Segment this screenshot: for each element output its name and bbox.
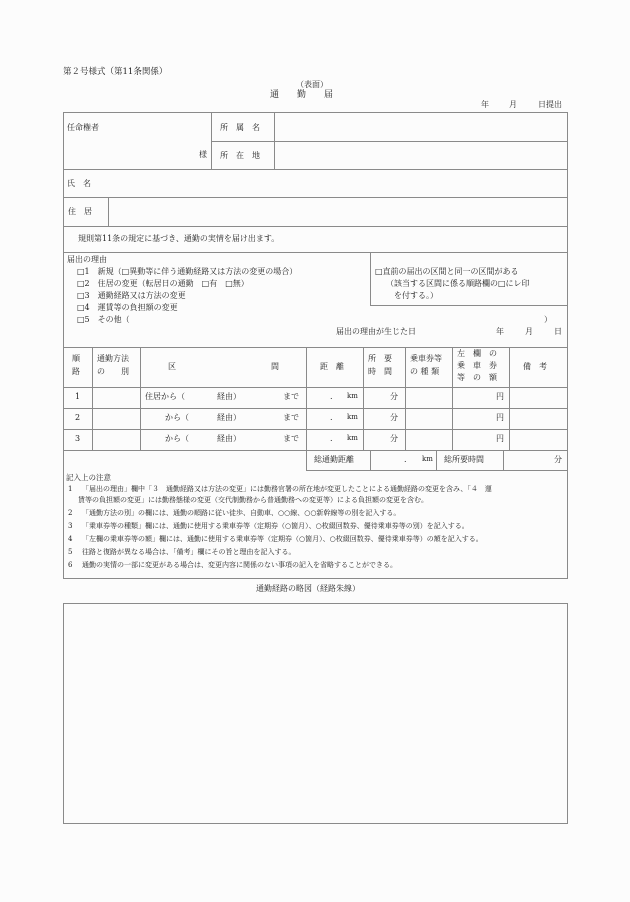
same-section-note-1: （該当する区間に係る順路欄の□にレ印 <box>386 279 530 288</box>
residence-label: 住 居 <box>68 207 92 216</box>
notes-title: 記入上の注意 <box>66 473 111 482</box>
submit-year-label: 年 <box>481 100 489 109</box>
route-row-distance-unit: km <box>347 434 358 442</box>
route-row-time-input[interactable] <box>365 409 387 428</box>
note-text: 「左欄の乗車券等の額」欄には、通勤に使用する乗車券等（定期券（○箇月）、○枚綴回数券、優待乗車券等）の額を記入する。 <box>82 535 483 543</box>
route-row-to-input[interactable] <box>245 409 279 428</box>
route-row-ticket-amount-input[interactable] <box>454 409 494 428</box>
route-row-time-input[interactable] <box>365 430 387 449</box>
header-order-1: 順 <box>72 354 80 363</box>
total-distance-unit: km <box>422 455 433 463</box>
name-label: 氏 名 <box>67 179 91 188</box>
note-text: 「届出の理由」欄中「３ 通勤経路又は方法の変更」には勤務官署の所在地が変更したことによる通勤経路の変更を含み、「４ 運 <box>82 485 492 493</box>
honorific-label: 様 <box>199 150 207 159</box>
reason-date-month: 月 <box>525 327 533 336</box>
header-ticket-amount-1: 左 欄 の <box>457 349 497 358</box>
note-number: 6 <box>68 561 73 569</box>
route-row-from-input[interactable] <box>178 388 214 407</box>
page-title: 通 勤 届 <box>270 90 334 100</box>
note-number: 5 <box>68 548 73 556</box>
appointer-label: 任命権者 <box>67 123 99 132</box>
note-text: 往路と復路が異なる場合は、「備考」欄にその旨と理由を記入する。 <box>82 548 296 556</box>
route-row-ticket-type-input[interactable] <box>407 409 450 428</box>
route-row-ticket-type-input[interactable] <box>407 388 450 407</box>
divider <box>436 450 437 470</box>
divider <box>370 305 568 306</box>
route-row-time-unit: 分 <box>390 392 398 401</box>
location-label: 所 在 地 <box>220 151 260 160</box>
header-section-right: 間 <box>271 362 279 371</box>
route-row-to: まで <box>283 434 299 443</box>
total-time-input[interactable] <box>505 451 550 469</box>
total-distance-input[interactable] <box>372 451 434 469</box>
route-row-distance-dot: . <box>330 434 333 443</box>
header-method-2: の 別 <box>97 367 129 376</box>
divider <box>108 197 109 226</box>
side-label: （表面） <box>296 80 328 89</box>
route-row-distance-dot: . <box>330 392 333 401</box>
route-row-via: 経由） <box>217 434 241 443</box>
form-id: 第２号様式（第11条関係） <box>63 67 168 77</box>
route-row-via: 経由） <box>217 392 241 401</box>
route-row-ticket-type-input[interactable] <box>407 430 450 449</box>
reason-option-5[interactable]: □5 その他（ <box>77 315 130 324</box>
same-section-checkbox[interactable]: □直前の届出の区間と同一の区間がある <box>375 267 519 276</box>
reason-option-4[interactable]: □4 運賃等の負担額の変更 <box>77 303 178 312</box>
header-ticket-type-1: 乗車券等 <box>410 354 442 363</box>
total-time-unit: 分 <box>554 455 562 464</box>
header-method-1: 通勤方法 <box>97 354 129 363</box>
route-row-distance-dot: . <box>330 413 333 422</box>
route-row-remarks-input[interactable] <box>511 388 566 407</box>
route-row-number: 3 <box>75 434 81 443</box>
divider <box>370 252 371 305</box>
divider <box>63 347 568 348</box>
reason-date-label: 届出の理由が生じた日 <box>336 327 416 336</box>
location-input[interactable] <box>276 142 566 168</box>
declaration-text: 規則第11条の規定に基づき、通勤の実情を届け出ます。 <box>78 234 280 243</box>
affiliation-input[interactable] <box>276 113 566 140</box>
divider <box>63 450 568 451</box>
total-distance-dot: . <box>404 455 407 464</box>
route-row-remarks-input[interactable] <box>511 409 566 428</box>
header-distance: 距 離 <box>320 362 344 371</box>
route-row-from: から（ <box>165 413 189 422</box>
same-section-note-2: を付する。） <box>394 291 438 300</box>
header-time-1: 所 要 <box>368 354 392 363</box>
reason-option-3[interactable]: □3 通勤経路又は方法の変更 <box>77 291 186 300</box>
divider <box>306 347 307 470</box>
route-row-via: 経由） <box>217 413 241 422</box>
sketch-title: 通勤経路の略図（経路朱線） <box>256 584 360 593</box>
divider <box>140 347 141 450</box>
divider <box>92 347 93 450</box>
route-row-method-input[interactable] <box>94 409 138 428</box>
route-row-from-input[interactable] <box>178 430 214 449</box>
route-row-distance-input[interactable] <box>308 388 328 407</box>
submit-month-label: 月 <box>509 100 517 109</box>
route-row-yen: 円 <box>496 434 504 443</box>
submit-day-label: 日提出 <box>538 100 562 109</box>
other-close-paren: ） <box>544 315 552 324</box>
divider <box>63 226 568 227</box>
route-row-to: まで <box>283 392 299 401</box>
route-row-distance-input[interactable] <box>308 430 328 449</box>
affiliation-label: 所 属 名 <box>220 123 260 132</box>
reason-option-2[interactable]: □2 住居の変更（転居日の通勤 □有 □無） <box>77 279 249 288</box>
route-row-number: 1 <box>75 392 81 401</box>
header-time-2: 時 間 <box>368 367 392 376</box>
divider <box>405 347 406 450</box>
route-row-distance-unit: km <box>347 413 358 421</box>
route-row-to-input[interactable] <box>245 388 279 407</box>
header-ticket-amount-2: 乗 車 券 <box>457 361 497 370</box>
total-time-label: 総所要時間 <box>444 455 484 464</box>
reason-title: 届出の理由 <box>67 255 107 264</box>
divider <box>370 450 371 470</box>
divider <box>503 450 504 470</box>
header-ticket-type-2: の 種 類 <box>410 367 440 376</box>
note-number: 1 <box>68 485 73 493</box>
route-row-method-input[interactable] <box>94 388 138 407</box>
route-row-time-unit: 分 <box>390 413 398 422</box>
route-row-from: 住居から（ <box>145 392 185 401</box>
header-remarks: 備 考 <box>523 362 547 371</box>
divider <box>452 347 453 450</box>
reason-date-day: 日 <box>554 327 562 336</box>
divider <box>306 470 568 471</box>
route-row-yen: 円 <box>496 392 504 401</box>
route-row-distance-unit: km <box>347 392 358 400</box>
header-ticket-amount-3: 等 の 額 <box>457 373 497 382</box>
note-text: 通勤の実情の一部に変更がある場合は、変更内容に関係のない事項の記入を省略することができる。 <box>82 561 397 569</box>
route-row-number: 2 <box>75 413 81 422</box>
header-order-2: 路 <box>72 367 80 376</box>
note-text-continued: 賃等の負担額の変更」には勤務態様の変更（交代制勤務から普通勤務への変更等）による負担額の変更を含む。 <box>78 496 428 504</box>
reason-date-year: 年 <box>496 327 504 336</box>
route-row-from: から（ <box>165 434 189 443</box>
divider <box>363 347 364 450</box>
reason-option-1[interactable]: □1 新規（□異動等に伴う通勤経路又は方法の変更の場合） <box>77 267 298 276</box>
note-text: 「通勤方法の別」の欄には、通勤の順路に従い徒歩、自動車、○○線、○○新幹線等の別を記入する。 <box>82 509 401 517</box>
route-row-to-input[interactable] <box>245 430 279 449</box>
route-row-from-input[interactable] <box>178 409 214 428</box>
note-number: 2 <box>68 509 73 517</box>
note-number: 4 <box>68 535 73 543</box>
residence-input[interactable] <box>110 198 566 225</box>
divider <box>63 252 568 253</box>
route-row-ticket-amount-input[interactable] <box>454 388 494 407</box>
sketch-area[interactable] <box>63 603 568 824</box>
total-distance-label: 総通勤距離 <box>314 455 354 464</box>
route-row-to: まで <box>283 413 299 422</box>
route-row-ticket-amount-input[interactable] <box>454 430 494 449</box>
divider <box>509 347 510 450</box>
route-row-yen: 円 <box>496 413 504 422</box>
name-input[interactable] <box>100 170 566 196</box>
route-row-remarks-input[interactable] <box>511 430 566 449</box>
route-row-distance-input[interactable] <box>308 409 328 428</box>
route-row-time-input[interactable] <box>365 388 387 407</box>
header-section-left: 区 <box>168 362 176 371</box>
note-number: 3 <box>68 522 73 530</box>
route-row-method-input[interactable] <box>94 430 138 449</box>
route-row-time-unit: 分 <box>390 434 398 443</box>
note-text: 「乗車券等の種類」欄には、通勤に使用する乗車券等（定期券（○箇月）、○枚綴回数券、優待乗車券等の別）を記入する。 <box>82 522 469 530</box>
